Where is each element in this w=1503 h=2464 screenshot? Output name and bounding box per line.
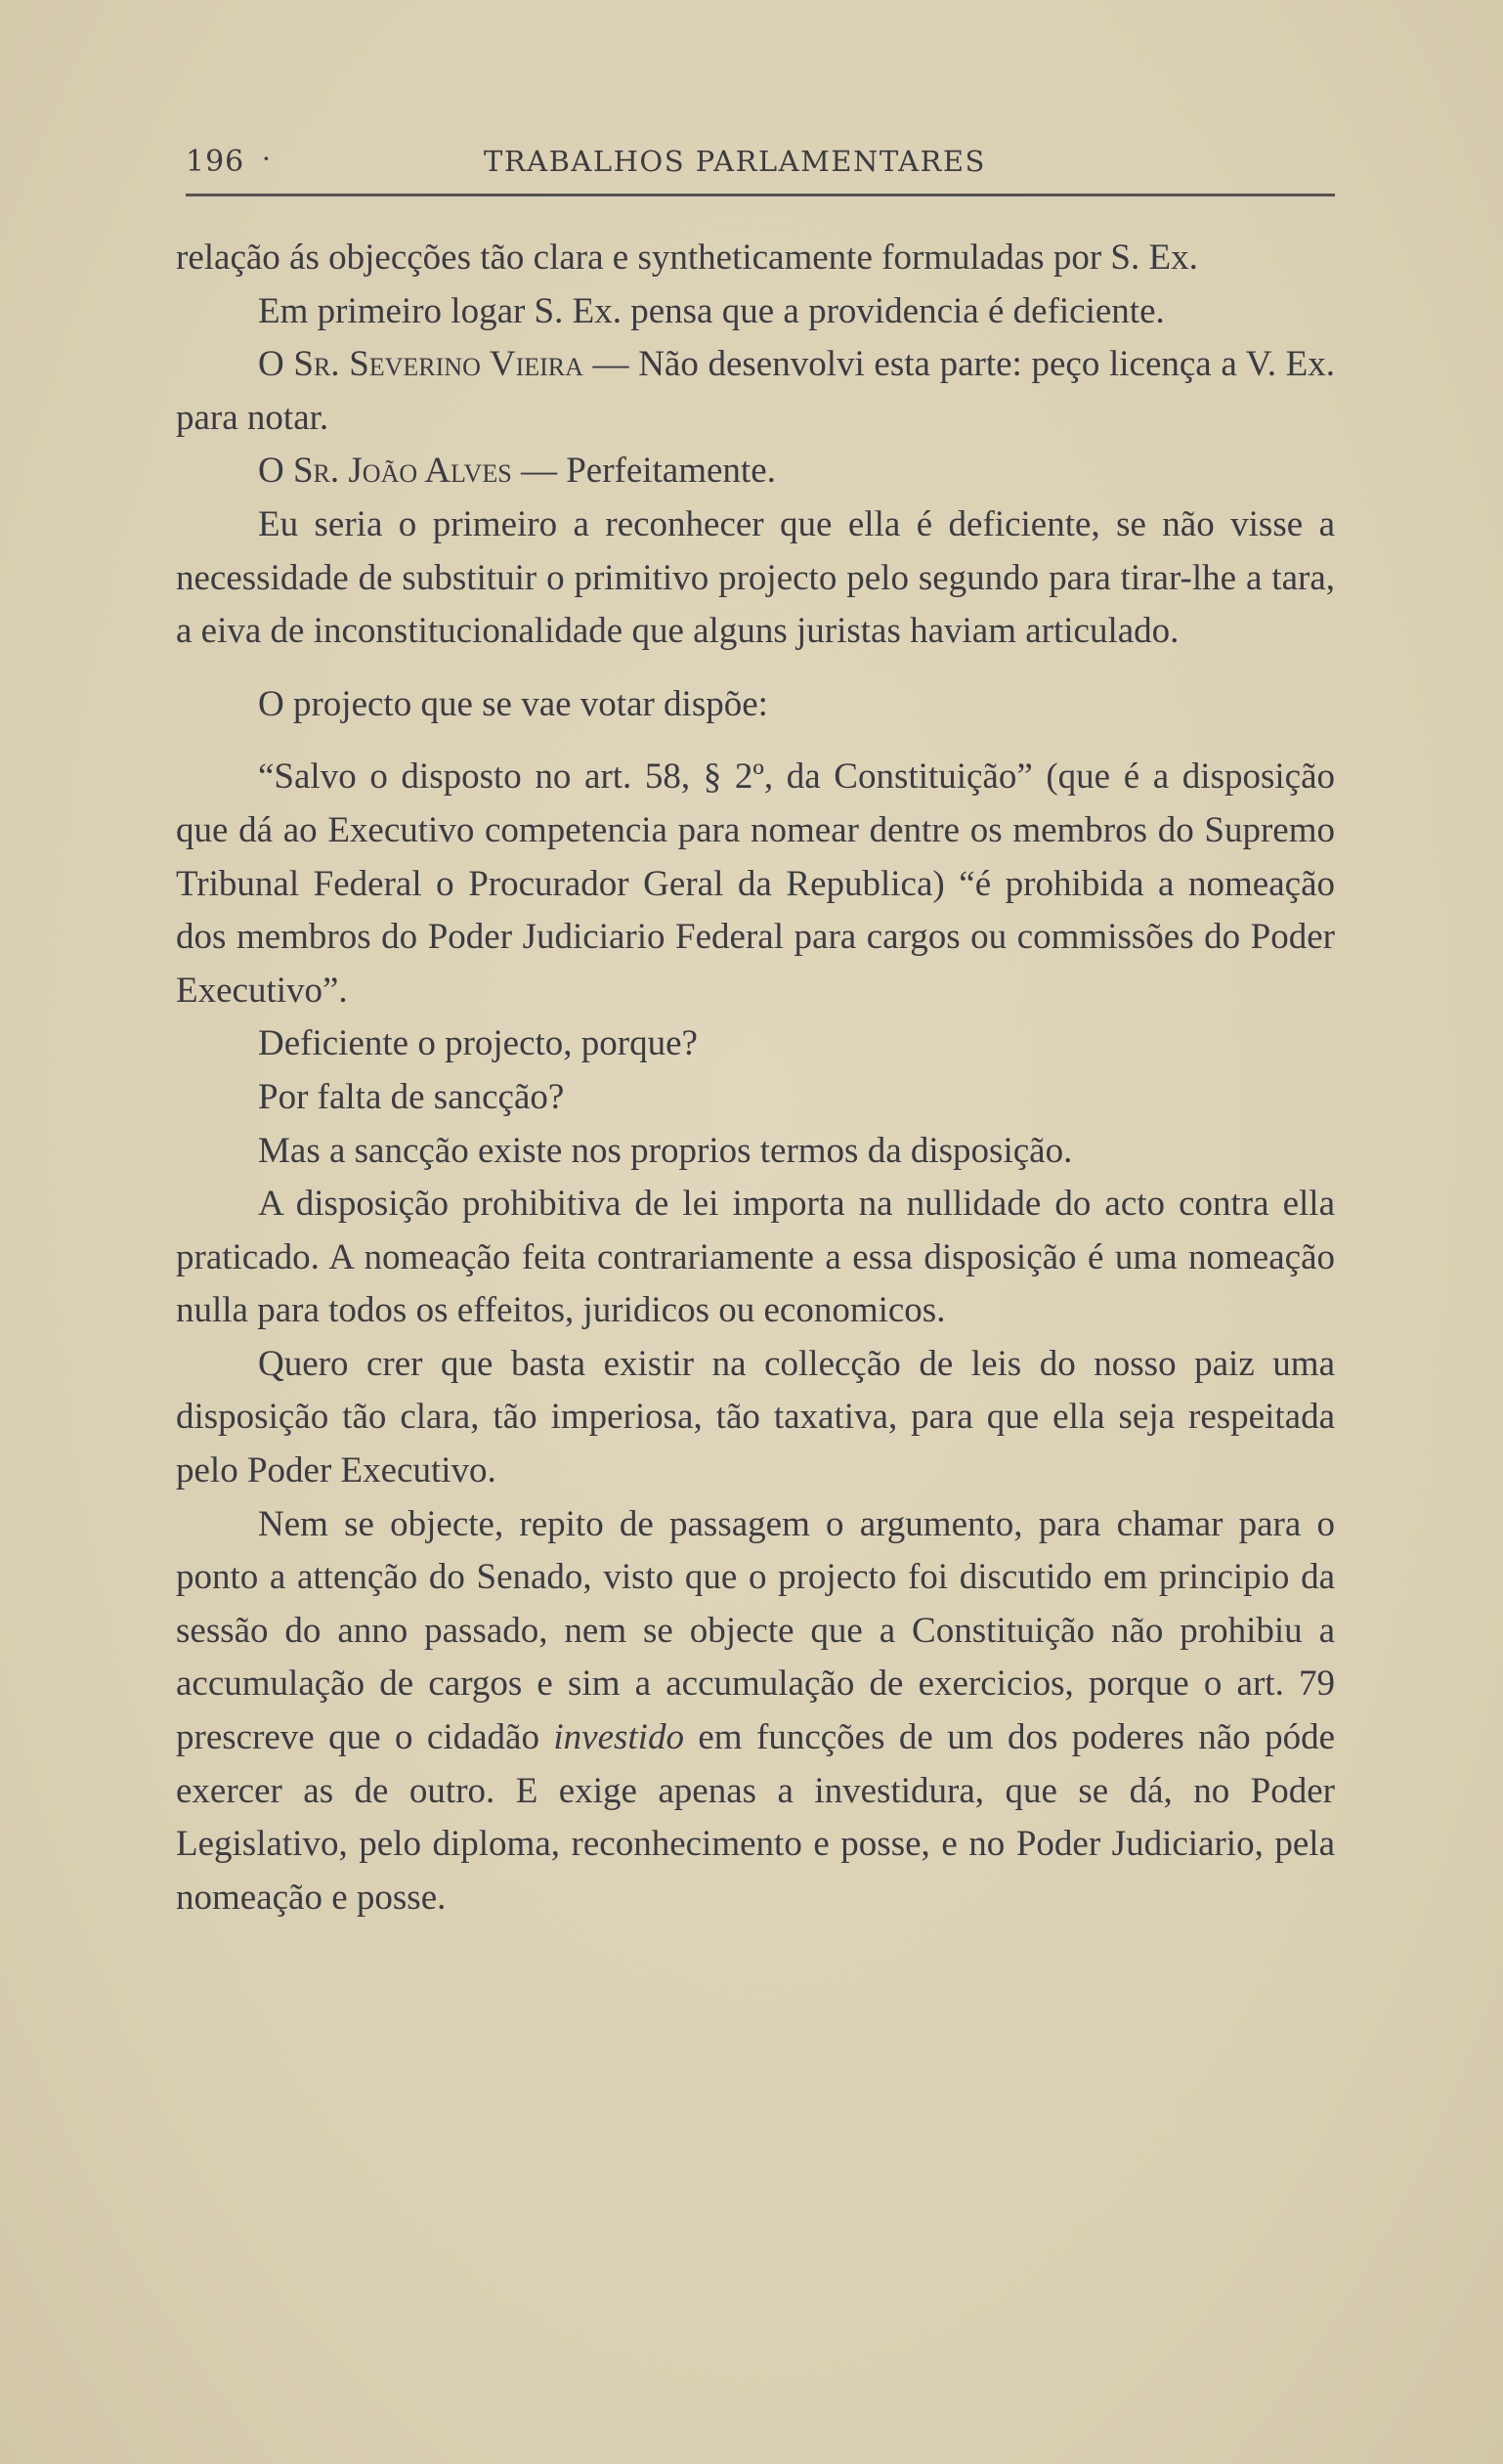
paragraph-5-text: Eu seria o primeiro a reconhecer que ella é deficiente, se não visse a necessidade de substituir o primitivo projecto pelo segundo para tirar-lhe a tara, a eiva de inconstitucionalidade que alguns juristas haviam articulado.	[176, 503, 1335, 652]
paragraph-1	[176, 232, 1335, 285]
paragraph-4	[176, 445, 1335, 498]
header-separator: ·	[262, 143, 271, 175]
paragraph-3	[176, 338, 1335, 445]
paragraph-6	[176, 678, 1335, 732]
paragraph-6-text: O projecto que se vae votar dispõe:	[258, 683, 768, 724]
speaker-name: Sr. Severino Vieira	[293, 344, 583, 385]
speaker-prefix: O	[258, 344, 294, 385]
paragraph-10	[176, 1125, 1335, 1179]
speaker-name: Sr. João Alves	[292, 451, 512, 492]
paragraph-4-text: — Perfeitamente.	[511, 451, 776, 492]
paragraph-7-text: “Salvo o disposto no art. 58, § 2º, da Constituição” (que é a disposição que dá ao Executivo competencia para nomear dentre os membros do Supremo Tribunal Federal o Procurador Geral da Republica) “é prohibida a nomeação dos membros do Poder Judiciario Federal para cargos ou commissões do Poder Executivo”.	[176, 756, 1335, 1011]
paragraph-10-text: Mas a sancção existe nos proprios termos da disposição.	[258, 1130, 1073, 1171]
paragraph-1-text: relação ás objecções tão clara e syntheticamente formuladas por S. Ex.	[176, 238, 1198, 278]
paragraph-3-text: — Não desenvolvi esta parte: peço licença a V. Ex. para notar.	[176, 344, 1335, 438]
paragraph-8	[176, 1017, 1335, 1071]
paragraph-8-text: Deficiente o projecto, porque?	[258, 1023, 698, 1064]
paragraph-13-text-before: Nem se objecte, repito de passagem o argumento, para chamar para o ponto a attenção do Senado, visto que o projecto foi discutido em principio da sessão do anno passado, nem se objecte que a Constituição não prohibiu a accumulação de cargos e sim a accumulação de exercicios, porque o art. 79 prescreve que o cidadão	[176, 1503, 1335, 1758]
paragraph-9-text: Por falta de sancção?	[258, 1076, 565, 1117]
paragraph-13-text-after: em funcções de um dos poderes não póde exercer as de outro. E exige apenas a investidura, que se dá, no Poder Legislativo, pelo diploma, reconhecimento e posse, e no Poder Judiciario, pela nomeação e posse.	[176, 1717, 1336, 1918]
page-number: 196	[186, 145, 245, 179]
paragraph-11	[176, 1178, 1335, 1338]
paragraph-2-text: Em primeiro logar S. Ex. pensa que a providencia é deficiente.	[258, 290, 1165, 331]
body-text	[176, 232, 1335, 1924]
header-rule	[186, 194, 1335, 196]
paragraph-12	[176, 1338, 1335, 1498]
paragraph-9	[176, 1071, 1335, 1125]
running-title: TRABALHOS PARLAMENTARES	[484, 145, 986, 178]
emphasis-word: investido	[553, 1717, 684, 1758]
paragraph-2	[176, 285, 1335, 339]
page-header	[186, 145, 1335, 188]
paragraph-11-text: A disposição prohibitiva de lei importa na nullidade do acto contra ella praticado. A nomeação feita contrariamente a essa disposição é uma nomeação nulla para todos os effeitos, juridicos ou economicos.	[176, 1184, 1335, 1331]
paragraph-5	[176, 498, 1335, 659]
speaker-prefix: O	[258, 451, 293, 492]
paragraph-13	[176, 1498, 1335, 1925]
paragraph-12-text: Quero crer que basta existir na collecção de leis do nosso paiz uma disposição tão clara, tão imperiosa, tão taxativa, para que ella seja respeitada pelo Poder Executivo.	[176, 1343, 1335, 1491]
paragraph-7	[176, 751, 1335, 1017]
